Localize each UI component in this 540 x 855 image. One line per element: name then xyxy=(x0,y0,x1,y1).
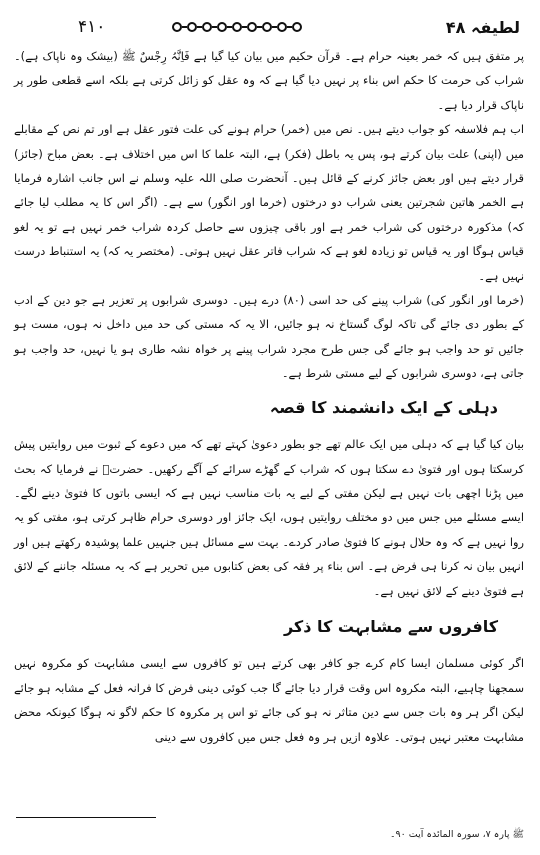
paragraph: اگر کوئی مسلمان ایسا کام کرے جو کافر بھی کرتے ہیں تو کافروں سے ایسی مشابہت کو مکروہ نہیں سمجھنا چاہیے، البتہ مکروہ اس وقت قرار دیا جائے گا جب کوئی دینی فرض کا فرانہ فعل کے مشابہ ہو جائے لیکن اگر ہر وہ بات جس سے دین متاثر نہ ہو کی جائے تو اس پر مکروہ کا حکم لاگو نہ ہوگا کیونکہ محض مشابہت معتبر نہیں ہوتی۔ علاوہ ازیں ہر وہ فعل جس میں کافروں سے دینی xyxy=(14,656,524,744)
page-header xyxy=(14,10,524,44)
page-number: ۴۱۰ xyxy=(78,17,106,37)
footnote: ﷺ پارہ ۷، سورہ المائدہ آیت ۹۰۔ xyxy=(389,829,524,840)
paragraph: پر متفق ہیں کہ خمر بعینہ حرام ہے۔ قرآن حکیم میں بیان کیا گیا ہے فَاِنَّہُ رِجْسٌ ﷺ (بیشک وہ ناپاک ہے)۔ شراب کی حرمت کا حکم اس بناء پر نہیں دیا گیا ہے کہ وہ عقل کو زائل کرتی ہے بلکہ اسے قطعی طور پر ناپاک قرار دیا ہے۔ xyxy=(14,49,524,112)
paragraph: (خرما اور انگور کی) شراب پینے کی حد اسی (۸۰) درے ہیں۔ دوسری شرابوں پر تعزیر ہے جو دین کے ادب کے بطور دی جائے گی تاکہ لوگ گستاخ نہ ہو جائیں، الا یہ کہ مستی کی حد میں داخل نہ ہوں، مست ہو جائیں تو حد واجب ہو جائے گی جس طرح مجرد شراب پینے پر خواہ نشہ طاری ہو یا نہیں، حد واجب ہو جاتی ہے، دوسری شرابوں کے لیے مستی شرط ہے۔ xyxy=(14,293,524,381)
ornament-chain xyxy=(172,22,302,32)
paragraph: اب ہم فلاسفہ کو جواب دیتے ہیں۔ نص میں (خمر) حرام ہونے کی علت فتور عقل ہے اور تم نص کے مقابلے میں (اپنی) علت بیان کرتے ہو، پس یہ باطل (فکر) ہے، البتہ علما کا اس میں اختلاف ہے۔ بعض مباح (جائز) قرار دیتے ہیں اور بعض جائز کرنے کے قائل ہیں۔ آنحضرت صلی اللہ علیہ وسلم نے اس جانب اشارہ فرمایا ہے الخمر ھاتین شجرتین یعنی شراب دو درختوں (خرما اور انگور) سے ہے۔ (اگر اس کا یہ مطلب لیا جائے کہ) مذکورہ درختوں کی شراب خمر ہے اور باقی چیزوں سے حاصل کردہ شراب خمر نہیں ہے تو یہ لغو قیاس ہوگا اور یہ قیاس تو زیادہ لغو ہے کہ شراب فاتر عقل نہیں ہوتی۔ (مختصر یہ کہ) یہ استنباط درست نہیں ہے۔ xyxy=(14,122,524,283)
footnote-divider xyxy=(16,817,156,818)
section-heading: دہلی کے ایک دانشمند کا قصہ xyxy=(269,397,498,417)
main-text xyxy=(14,44,524,749)
running-head: لطیفہ ۴۸ xyxy=(445,17,520,37)
section-heading: کافروں سے مشابہت کا ذکر xyxy=(283,616,498,636)
paragraph: بیان کیا گیا ہے کہ دہلی میں ایک عالم تھے جو بطور دعویٰ کہتے تھے کہ میں دعوے کے ثبوت میں روایتیں پیش کرسکتا ہوں اور فتویٰ دے سکتا ہوں کہ شراب کے گھڑے سرائے کے آگے رکھیں۔ حضرتؒ نے فرمایا کہ بحث میں پڑنا اچھی بات نہیں ہے لیکن مفتی کے لیے یہ بات مناسب نہیں ہے کہ ایسی باتوں کا فتویٰ دینے لگے۔ ایسے مسئلے میں جس میں دو مختلف روایتیں ہوں، ایک جائز اور دوسری حرام ظاہر کرتی ہو، مفتی کو یہ روا نہیں ہے کہ وہ حلال ہونے کا فتویٰ صادر کردے۔ بہت سے مسائل ہیں جنہیں علما پوشیدہ رکھتے ہیں اور انہیں بیان نہ کرنا ہی فرض ہے۔ اس بناء پر فقہ کی بعض کتابوں میں تحریر ہے کہ یہ مسئلہ جاننے کے لائق ہے فتویٰ دینے کے لائق نہیں ہے۔ xyxy=(14,437,524,598)
